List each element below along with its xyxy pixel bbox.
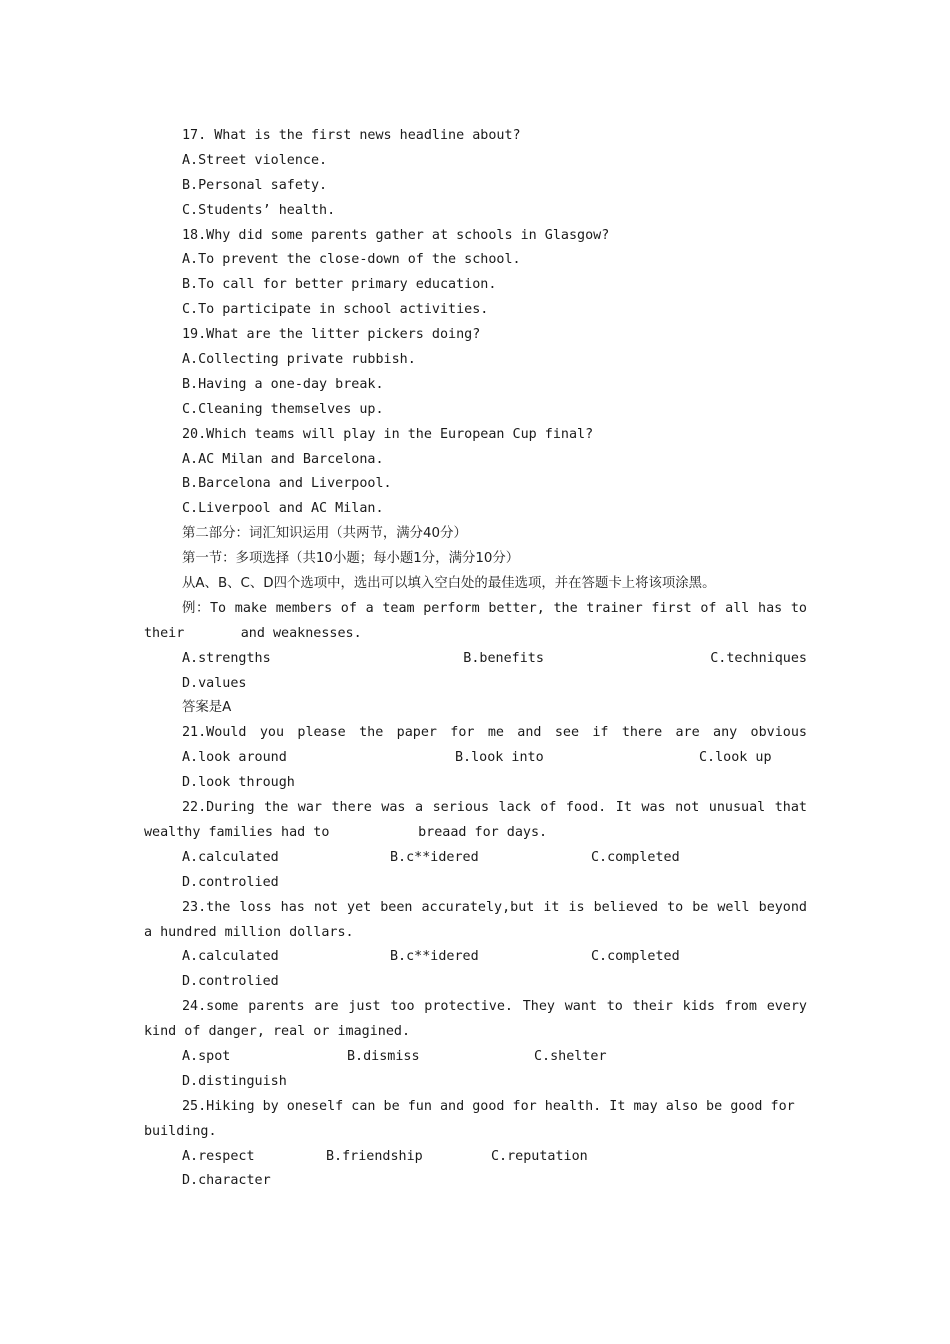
option-20b: B.Barcelona and Liverpool. bbox=[182, 476, 392, 492]
question-23-cont: a hundred million dollars. bbox=[144, 924, 354, 940]
example-option-b: B.benefits bbox=[463, 650, 544, 666]
section-one-heading: 第一节：多项选择（共10小题；每小题1分，满分10分） bbox=[182, 551, 520, 567]
question-24-cont: kind of danger, real or imagined. bbox=[144, 1024, 411, 1040]
question-17: 17. What is the first news headline about? bbox=[182, 128, 521, 143]
option-19c: C.Cleaning themselves up. bbox=[182, 401, 384, 417]
part-two-heading: 第二部分：词汇知识运用（共两节，满分40分） bbox=[182, 526, 467, 542]
option-22b: B.c**idered bbox=[390, 849, 479, 865]
question-23: 23.the loss has not yet been accurately,but it is believed to be well beyond bbox=[182, 899, 807, 915]
options-25 bbox=[144, 1145, 807, 1170]
option-20c: C.Liverpool and AC Milan. bbox=[182, 501, 384, 517]
option-19b: B.Having a one-day break. bbox=[182, 376, 384, 392]
question-22: 22.During the war there was a serious lack of food. It was not unusual that bbox=[182, 800, 807, 816]
option-25b: B.friendship bbox=[326, 1148, 423, 1164]
option-24a: A.spot bbox=[182, 1048, 231, 1064]
option-23b: B.c**idered bbox=[390, 949, 479, 965]
options-24 bbox=[144, 1045, 807, 1070]
question-25-cont: building. bbox=[144, 1123, 217, 1139]
question-19: 19.What are the litter pickers doing? bbox=[182, 327, 481, 343]
question-20: 20.Which teams will play in the European Cup final? bbox=[182, 426, 594, 442]
example-option-d: D.values bbox=[182, 675, 247, 691]
option-21d: D.look through bbox=[182, 775, 295, 791]
example-options bbox=[144, 647, 807, 672]
option-25d: D.character bbox=[182, 1173, 271, 1189]
option-18b: B.To call for better primary education. bbox=[182, 277, 497, 293]
option-21a: A.look around bbox=[182, 750, 287, 766]
options-23 bbox=[144, 945, 807, 970]
option-18a: A.To prevent the close-down of the school. bbox=[182, 252, 521, 268]
option-19a: A.Collecting private rubbish. bbox=[182, 352, 416, 368]
option-21c: C.look up bbox=[699, 750, 772, 766]
option-24b: B.dismiss bbox=[347, 1048, 420, 1064]
option-21b: B.look into bbox=[455, 750, 544, 766]
exam-page bbox=[144, 124, 807, 1194]
question-25: 25.Hiking by oneself can be fun and good for health. It may also be good for bbox=[182, 1098, 795, 1114]
option-22d: D.controlied bbox=[182, 874, 279, 890]
option-24c: C.shelter bbox=[534, 1048, 607, 1064]
option-22c: C.completed bbox=[591, 849, 680, 865]
option-25c: C.reputation bbox=[491, 1148, 588, 1164]
example-option-a: A.strengths bbox=[182, 650, 271, 666]
option-17c: C.Students’ health. bbox=[182, 202, 336, 218]
option-20a: A.AC Milan and Barcelona. bbox=[182, 451, 384, 467]
options-21 bbox=[144, 746, 807, 771]
option-24d: D.distinguish bbox=[182, 1073, 287, 1089]
question-22-cont: wealthy families had to breaad for days. bbox=[144, 824, 548, 840]
option-25a: A.respect bbox=[182, 1148, 255, 1164]
option-23c: C.completed bbox=[591, 949, 680, 965]
option-17b: B.Personal safety. bbox=[182, 177, 328, 193]
option-17a: A.Street violence. bbox=[182, 152, 328, 168]
example-option-c: C.techniques bbox=[710, 650, 807, 666]
option-23a: A.calculated bbox=[182, 949, 279, 965]
example-answer: 答案是A bbox=[182, 700, 232, 716]
question-24: 24.some parents are just too protective. They want to their kids from every bbox=[182, 999, 807, 1015]
option-22a: A.calculated bbox=[182, 849, 279, 865]
example-question-cont: their and weaknesses. bbox=[144, 625, 362, 641]
options-22 bbox=[144, 846, 807, 871]
question-21: 21.Would you please the paper for me and see if there are any obvious bbox=[182, 725, 807, 741]
option-23d: D.controlied bbox=[182, 974, 279, 990]
instruction-text: 从A、B、C、D四个选项中，选出可以填入空白处的最佳选项，并在答题卡上将该项涂黑。 bbox=[182, 576, 716, 592]
option-18c: C.To participate in school activities. bbox=[182, 302, 489, 318]
example-question: 例：To make members of a team perform better, the trainer first of all has to bbox=[182, 600, 807, 616]
question-18: 18.Why did some parents gather at schools in Glasgow? bbox=[182, 227, 610, 243]
